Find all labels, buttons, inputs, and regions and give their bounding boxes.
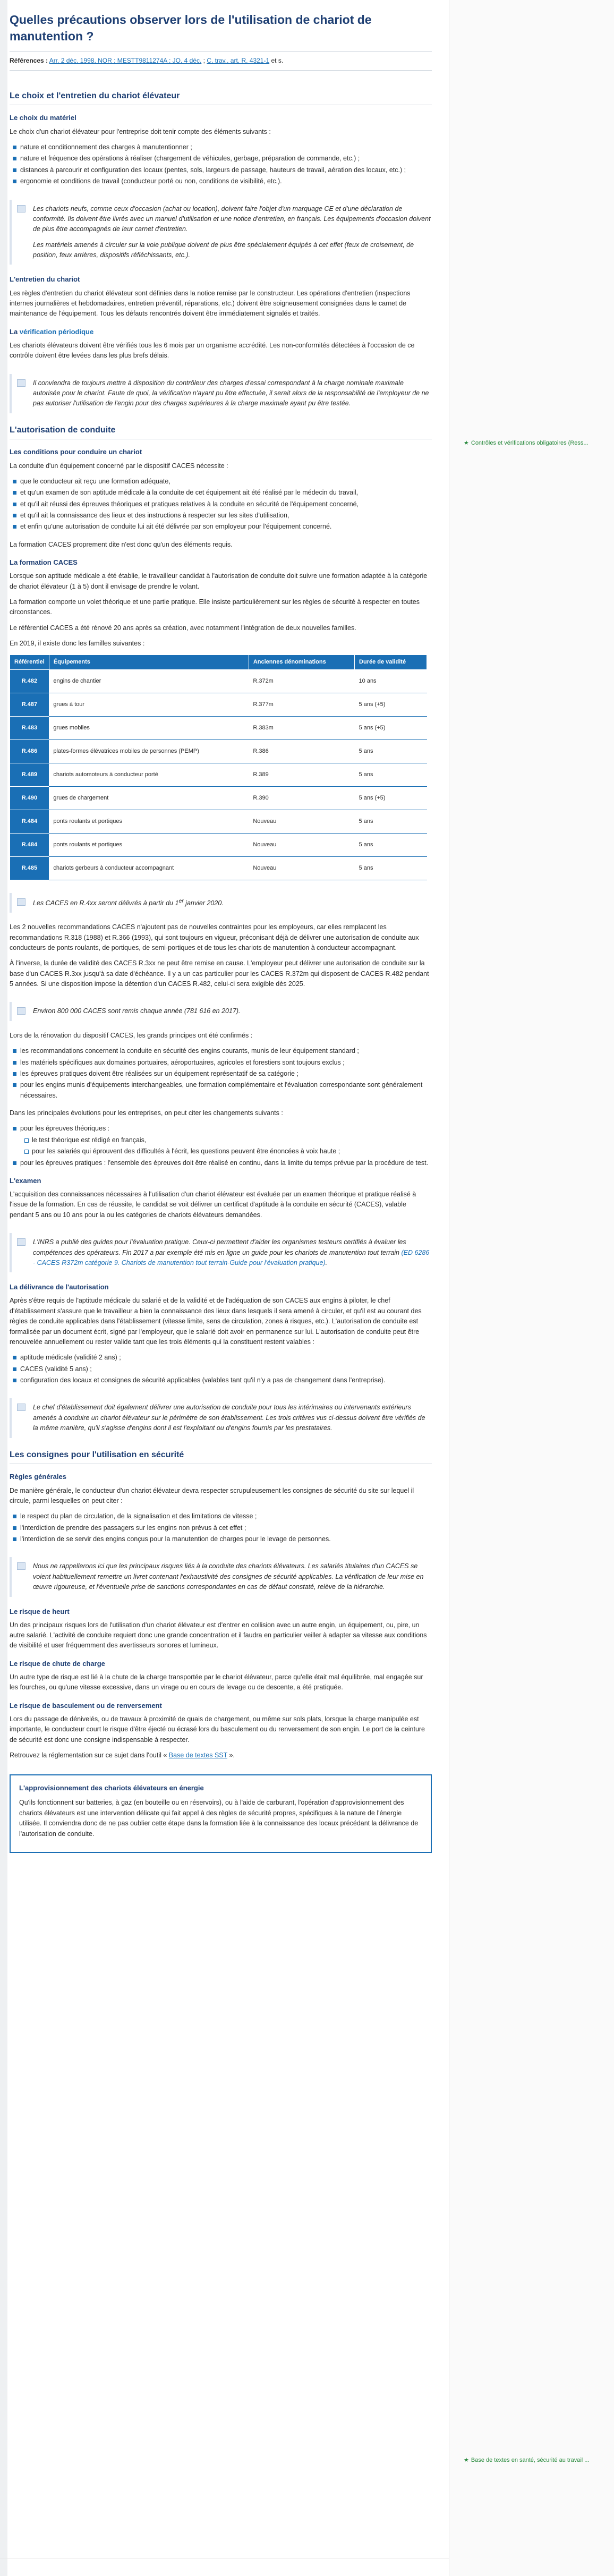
list-item: les matériels spécifiques aux domaines portuaires, aéroportuaires, agricoles et forestiers sont toujours exclus ; xyxy=(13,1058,432,1068)
ref-sep: ; xyxy=(201,57,207,65)
subsection-entretien: L'entretien du chariot xyxy=(10,275,80,284)
table-cell: ponts roulants et portiques xyxy=(49,810,249,833)
right-sidebar xyxy=(449,0,614,2576)
subsection-heurt: Le risque de heurt xyxy=(10,1607,70,1616)
subsection-conditions: Les conditions pour conduire un chariot xyxy=(10,448,142,456)
left-gutter xyxy=(0,0,7,2576)
paragraph: Dans les principales évolutions pour les entreprises, on peut citer les changements suivants : xyxy=(10,1109,283,1117)
table-header: Équipements xyxy=(49,654,249,669)
note-text-part: . xyxy=(325,1259,328,1266)
table-row xyxy=(10,716,427,739)
sidebar-link-controles[interactable] xyxy=(464,439,589,448)
paragraph: De manière générale, le conducteur d'un chariot élévateur devra respecter scrupuleusement les consignes de sécurité du site sur lequel il circule, parmi lesquelles on peut citer : xyxy=(10,1486,414,1504)
table-cell: 5 ans (+5) xyxy=(355,716,427,739)
sub-list-item: pour les salariés qui éprouvent des difficultés à l'écrit, les questions peuvent être énoncées à voix haute ; xyxy=(24,1146,432,1157)
sidebar-link-label: Base de textes en santé, sécurité au travail ... xyxy=(471,2457,590,2463)
table-cell: 5 ans xyxy=(355,810,427,833)
list-item: et enfin qu'une autorisation de conduite lui ait été délivrée par son employeur pour l'équipement concerné. xyxy=(13,522,432,532)
paragraph: Lors du passage de dénivelés, ou de travaux à proximité de quais de chargement, ou même sur sols plats, lorsque la charge manipulée est importante, le conducteur court le risque d'être éjecté ou écrasé lors du basculement ou du renversement de son engin. Le port de la ceinture de sécurité est donc une consigne indispensable à respecter. xyxy=(10,1715,425,1744)
ref-tail: et s. xyxy=(269,57,284,65)
table-row xyxy=(10,810,427,833)
note-icon xyxy=(17,1238,25,1246)
table-cell: 5 ans xyxy=(355,739,427,763)
table-cell: 5 ans xyxy=(355,763,427,786)
paragraph: À l'inverse, la durée de validité des CACES R.3xx ne peut être remise en cause. L'employeur peut délivrer une autorisation de conduite sur la base d'un CACES R.3xx jusqu'à sa date d'échéance. Il y a un cas particulier pour les CACES R.372m qui disposent de CACES R.482 pendant 5 années. Si une disposition impose la détention d'un CACES R.482, celui-ci sera exigible dès 2025. xyxy=(10,959,429,988)
guide-ed6286-link[interactable]: (ED 6286 - CACES R372m catégorie 9. Chariots de manutention tout terrain-Guide pour l'évaluation pratique) xyxy=(33,1248,430,1266)
note-charges-essai xyxy=(10,374,432,413)
subsection-formation: La formation CACES xyxy=(10,558,78,567)
table-row xyxy=(10,856,427,880)
note-text xyxy=(33,1237,432,1268)
subsection-basculement: Le risque de basculement ou de renversement xyxy=(10,1701,162,1710)
note-text: Environ 800 000 CACES sont remis chaque année (781 616 en 2017). xyxy=(33,1007,241,1015)
list-item: nature et conditionnement des charges à manutentionner ; xyxy=(13,142,432,152)
table-cell: R.383m xyxy=(249,716,354,739)
table-cell-code: R.484 xyxy=(10,833,49,856)
table-row xyxy=(10,693,427,716)
table-cell-code: R.485 xyxy=(10,856,49,880)
list-item: et qu'il ait la connaissance des lieux et des instructions à respecter sur les sites d'utilisation, xyxy=(13,511,432,521)
paragraph: L'acquisition des connaissances nécessaires à l'utilisation d'un chariot élévateur est évaluée par un examen théorique et pratique réalisé à l'issue de la formation. En cas de réussite, le candidat se voit délivrer un certificat d'aptitude à la conduite en sécurité (CACES), valable pendant 5 ans ou 10 ans pour la ou les catégories de chariots élévateurs demandées. xyxy=(10,1191,416,1219)
list-item: aptitude médicale (validité 2 ans) ; xyxy=(13,1353,432,1363)
note-marquage-ce xyxy=(10,200,432,265)
list-evolutions xyxy=(13,1124,432,1168)
paragraph: En 2019, il existe donc les familles suivantes : xyxy=(10,640,145,648)
table-row xyxy=(10,786,427,810)
table-cell: ponts roulants et portiques xyxy=(49,833,249,856)
paragraph: Le choix d'un chariot élévateur pour l'entreprise doit tenir compte des éléments suivants : xyxy=(10,127,271,135)
table-cell-code: R.487 xyxy=(10,693,49,716)
table-cell: chariots automoteurs à conducteur porté xyxy=(49,763,249,786)
table-cell-code: R.482 xyxy=(10,669,49,693)
section-autorisation-title: L'autorisation de conduite xyxy=(10,424,432,440)
superscript: er xyxy=(178,898,184,904)
paragraph: La formation CACES proprement dite n'est donc qu'un des éléments requis. xyxy=(10,540,233,548)
table-cell: 5 ans (+5) xyxy=(355,693,427,716)
table-cell: grues mobiles xyxy=(49,716,249,739)
subsection-verification xyxy=(10,327,432,337)
list-item: pour les épreuves pratiques : l'ensemble des épreuves doit être réalisé en continu, dans la limite du temps prévue par la procédure de test. xyxy=(13,1158,432,1168)
list-item xyxy=(13,1124,432,1157)
note-caces-annee xyxy=(10,1002,432,1021)
note-icon xyxy=(17,1007,25,1015)
table-header-row xyxy=(10,654,427,669)
table-cell: R.377m xyxy=(249,693,354,716)
note-text: Nous ne rappellerons ici que les principaux risques liés à la conduite des chariots élévateurs. Les salariés titulaires d'un CACES se voient habituellement remettre un livret contenant l'exhaustivité des consignes de sécurité applicables. La vérification de leur mise en œuvre rigoureuse, et l'éventuelle prise de sanctions correspondantes en cas de défaut constaté, relève de la hiérarchie. xyxy=(33,1562,424,1591)
star-icon: ★ xyxy=(464,440,469,446)
list-item: que le conducteur ait reçu une formation adéquate, xyxy=(13,477,432,487)
paragraph-retrouvez xyxy=(10,1750,432,1761)
paragraph: Un des principaux risques lors de l'utilisation d'un chariot élévateur est d'entrer en collision avec un autre engin, un équipement, ou, pire, un autre salarié. L'activité de conduite requiert donc une grande concentration et il faudra en particulier veiller à adapter sa vitesse aux conditions de visibilité et user fréquemment des avertisseurs sonores et lumineux. xyxy=(10,1621,427,1650)
table-cell: Nouveau xyxy=(249,833,354,856)
list-item: configuration des locaux et consignes de sécurité applicables (valables tant qu'il n'y a pas de changement dans l'entreprise). xyxy=(13,1375,432,1385)
table-cell: engins de chantier xyxy=(49,669,249,693)
verification-link[interactable]: vérification périodique xyxy=(19,327,94,336)
paragraph: Lorsque son aptitude médicale a été établie, le travailleur candidat à l'autorisation de conduite doit suivre une formation adaptée à la catégorie de chariot élévateur (1 à 5) dont il envisage de prendre le volant. xyxy=(10,572,428,590)
subsection-regles: Règles générales xyxy=(10,1473,66,1481)
note-icon xyxy=(17,898,25,906)
list-consignes xyxy=(13,1511,432,1544)
sub-list xyxy=(24,1135,432,1157)
note-interimaires xyxy=(10,1398,432,1438)
paragraph: La conduite d'un équipement concerné par le dispositif CACES nécessite : xyxy=(10,462,228,470)
list-item: les recommandations concernent la conduite en sécurité des engins courants, munis de leur équipement standard ; xyxy=(13,1046,432,1056)
table-cell: R.386 xyxy=(249,739,354,763)
paragraph: Lors de la rénovation du dispositif CACES, les grands principes ont été confirmés : xyxy=(10,1031,253,1039)
table-cell-code: R.490 xyxy=(10,786,49,810)
list-item: le respect du plan de circulation, de la signalisation et des limitations de vitesse ; xyxy=(13,1511,432,1521)
ref-link-code-travail[interactable]: C. trav., art. R. 4321-1 xyxy=(207,57,270,65)
table-header: Anciennes dénominations xyxy=(249,654,354,669)
article xyxy=(10,12,432,1853)
note-caces-2020 xyxy=(10,893,432,913)
table-cell: Nouveau xyxy=(249,856,354,880)
list-item: et qu'un examen de son aptitude médicale à la conduite de cet équipement ait été réalisé par le médecin du travail, xyxy=(13,488,432,498)
ref-link-arrete[interactable]: Arr. 2 déc. 1998, NOR : MESTT9811274A ; JO, 4 déc. xyxy=(49,57,202,65)
list-item: l'interdiction de se servir des engins conçus pour la manutention de charges pour le levage de personnes. xyxy=(13,1534,432,1544)
list-principes xyxy=(13,1046,432,1101)
list-conditions xyxy=(13,477,432,532)
table-cell-code: R.484 xyxy=(10,810,49,833)
table-row xyxy=(10,763,427,786)
text-part: Retrouvez la réglementation sur ce sujet dans l'outil « xyxy=(10,1751,169,1759)
table-cell-code: R.486 xyxy=(10,739,49,763)
references xyxy=(10,51,432,71)
list-item: ergonomie et conditions de travail (conducteur porté ou non, conditions de visibilité, etc.). xyxy=(13,176,432,186)
list-item: CACES (validité 5 ans) ; xyxy=(13,1364,432,1374)
note-text-part: Les CACES en R.4xx seront délivrés à partir du 1 xyxy=(33,899,179,907)
list-item: distances à parcourir et configuration des locaux (pentes, sols, largeurs de passage, hauteurs de travail, aération des locaux, etc.) ; xyxy=(13,165,432,175)
note-icon xyxy=(17,1404,25,1411)
list-item: pour les engins munis d'équipements interchangeables, une formation complémentaire et l'évaluation correspondante sont généralement nécessaires. xyxy=(13,1080,432,1101)
list-choix xyxy=(13,142,432,187)
paragraph: Le référentiel CACES a été rénové 20 ans après sa création, avec notamment l'intégration de deux nouvelles familles. xyxy=(10,624,356,632)
paragraph: Les 2 nouvelles recommandations CACES n'ajoutent pas de nouvelles contraintes pour les employeurs, car elles remplacent les recommandations R.318 (1988) et R.366 (1993), qui sont toujours en vigueur, préconisant déjà de délivrer une autorisation de conduite aux conducteurs de ponts roulants, de portiques, de semi-portiques et de tous les chariots de manutention à conducteur accompagnant. xyxy=(10,923,419,951)
sidebar-link-label: Contrôles et vérifications obligatoires (Ress... xyxy=(471,440,589,446)
list-item: l'interdiction de prendre des passagers sur les engins non prévus à cet effet ; xyxy=(13,1523,432,1533)
note-text: Il conviendra de toujours mettre à disposition du contrôleur des charges d'essai correspondant à la charge nominale maximale autorisée pour le chariot. Faute de quoi, la vérification n'ayant pu être effectuée, il serait alors de la responsabilité de l'employeur de ne pas autoriser l'utilisation de l'engin pour des charges supérieures à la charge maximale ayant pu être testée. xyxy=(33,379,429,407)
table-cell: grues à tour xyxy=(49,693,249,716)
table-header: Durée de validité xyxy=(355,654,427,669)
list-item: et qu'il ait réussi des épreuves théoriques et pratiques relatives à la conduite en sécurité de l'équipement concerné, xyxy=(13,499,432,509)
table-cell: 5 ans xyxy=(355,833,427,856)
note-icon xyxy=(17,379,25,387)
table-cell-code: R.483 xyxy=(10,716,49,739)
list-item: nature et fréquence des opérations à réaliser (chargement de véhicules, gerbage, préparation de commande, etc.) ; xyxy=(13,154,432,164)
table-cell: R.389 xyxy=(249,763,354,786)
table-cell: grues de chargement xyxy=(49,786,249,810)
table-cell: Nouveau xyxy=(249,810,354,833)
table-row xyxy=(10,669,427,693)
table-cell: plates-formes élévatrices mobiles de personnes (PEMP) xyxy=(49,739,249,763)
note-text: Le chef d'établissement doit également délivrer une autorisation de conduite pour tous les intérimaires ou intervenants extérieurs amenés à conduire un chariot élévateur sur le périmètre de son établissement. Les trois critères vus ci-dessus doivent être vérifiés de la même manière, qu'il s'agisse d'engins dont il est l'exploitant ou d'engins fournis par les prestataires. xyxy=(33,1404,425,1432)
base-textes-link[interactable]: Base de textes SST xyxy=(168,1751,228,1759)
note-icon xyxy=(17,205,25,212)
note-guides-inrs xyxy=(10,1233,432,1272)
energie-box xyxy=(10,1774,432,1853)
list-validite xyxy=(13,1353,432,1385)
note-text: Les chariots neufs, comme ceux d'occasion (achat ou location), doivent faire l'objet d'un marquage CE et d'une déclaration de conformité. Ils doivent être livrés avec un manuel d'utilisation et une notice d'entretien, en français. Les équipements d'occasion doivent de plus être accompagnés de leur carnet d'entretien. xyxy=(33,205,431,233)
section-choix-title: Le choix et l'entretien du chariot élévateur xyxy=(10,90,432,106)
note-risques xyxy=(10,1557,432,1596)
subsection-materiel: Le choix du matériel xyxy=(10,114,76,122)
sub-list-item: le test théorique est rédigé en français, xyxy=(24,1135,432,1145)
table-cell: 10 ans xyxy=(355,669,427,693)
note-text-part: janvier 2020. xyxy=(183,899,224,907)
paragraph: Après s'être requis de l'aptitude médicale du salarié et de la validité et de l'adéquation de son CACES aux engins à piloter, le chef d'établissement s'assure que le travailleur a bien la connaissance des lieux dans lesquels il sera amené à circuler, et qu'il est au courant des règles de conduite applicables dans l'établissement (vitesse limite, sens de circulation, zones à risques, etc.). L'autorisation de conduite est formalisée par un document écrit, signé par l'employeur, que le salarié doit avoir en permanence sur lui. L'autorisation de conduite peut être renouvelée annuellement ou rester valide tant que les trois éléments qui la constituent restent valables : xyxy=(10,1297,422,1346)
note-text: Les matériels amenés à circuler sur la voie publique doivent de plus être spécialement équipés à cet effet (feux de croisement, de position, feux arrières, dispositifs réfléchissants, etc.). xyxy=(33,241,414,259)
table-header: Référentiel xyxy=(10,654,49,669)
subsection-delivrance: La délivrance de l'autorisation xyxy=(10,1283,109,1291)
box-title: L'approvisionnement des chariots élévateurs en énergie xyxy=(19,1784,204,1792)
references-label: Références : xyxy=(10,57,48,65)
table-cell: chariots gerbeurs à conducteur accompagnant xyxy=(49,856,249,880)
list-item: les épreuves pratiques doivent être réalisées sur un équipement représentatif de sa catégorie ; xyxy=(13,1069,432,1079)
table-cell-code: R.489 xyxy=(10,763,49,786)
caces-table xyxy=(10,654,427,880)
table-cell: R.372m xyxy=(249,669,354,693)
note-icon xyxy=(17,1562,25,1570)
list-item-text: pour les épreuves théoriques : xyxy=(20,1125,110,1133)
heading-prefix: La xyxy=(10,327,20,336)
paragraph: Les règles d'entretien du chariot élévateur sont définies dans la notice remise par le constructeur. Les opérations d'entretien (inspections internes journalières et hebdomadaires, entretien préventif, réparations, etc.) doivent être soigneusement consignées dans le carnet de maintenance de l'équipement. Tous les défauts rencontrés doivent être immédiatement signalés et traités. xyxy=(10,289,411,318)
table-row xyxy=(10,833,427,856)
box-text: Qu'ils fonctionnent sur batteries, à gaz (en bouteille ou en réservoirs), ou à l'aide de carburant, l'opération d'approvisionnement des chariots élévateurs est une intervention délicate qui fait appel à des règles de sécurité propres, spécifiques à la nature de l'énergie utilisée. Il conviendra donc de ne pas oublier cette étape dans la formation liée à la connaissance des locaux précédant la délivrance de l'autorisation de conduite. xyxy=(19,1799,419,1838)
text-part: ». xyxy=(227,1751,235,1759)
note-text-part: L'INRS a publié des guides pour l'évaluation pratique. Ceux-ci permettent d'aider les organismes testeurs certifiés à évaluer les compétences des opérateurs. Fin 2017 a par exemple été mis en ligne un guide pour les chariots de manutention tout terrain xyxy=(33,1238,406,1256)
subsection-examen: L'examen xyxy=(10,1176,41,1185)
section-consignes-title: Les consignes pour l'utilisation en sécurité xyxy=(10,1449,432,1465)
table-cell: R.390 xyxy=(249,786,354,810)
page-title: Quelles précautions observer lors de l'utilisation de chariot de manutention ? xyxy=(10,13,372,44)
table-cell: 5 ans (+5) xyxy=(355,786,427,810)
table-cell: 5 ans xyxy=(355,856,427,880)
subsection-chute: Le risque de chute de charge xyxy=(10,1659,105,1668)
paragraph: La formation comporte un volet théorique et une partie pratique. Elle insiste particulièrement sur les règles de sécurité à respecter en toutes circonstances. xyxy=(10,598,420,616)
star-icon: ★ xyxy=(464,2457,469,2463)
sidebar-link-base-textes[interactable] xyxy=(464,2456,589,2465)
paragraph: Un autre type de risque est lié à la chute de la charge transportée par le chariot élévateur, parce qu'elle était mal équilibrée, mal engagée sur les fourches, ou qu'une vitesse excessive, dans un virage ou en cours de levage ou de descente, a été pratiquée. xyxy=(10,1673,423,1691)
paragraph: Les chariots élévateurs doivent être vérifiés tous les 6 mois par un organisme accrédité. Les non-conformités détectées à l'occasion de ce contrôle doivent être levées dans les plus brefs délais. xyxy=(10,341,415,360)
table-row xyxy=(10,739,427,763)
note-text xyxy=(33,897,432,909)
